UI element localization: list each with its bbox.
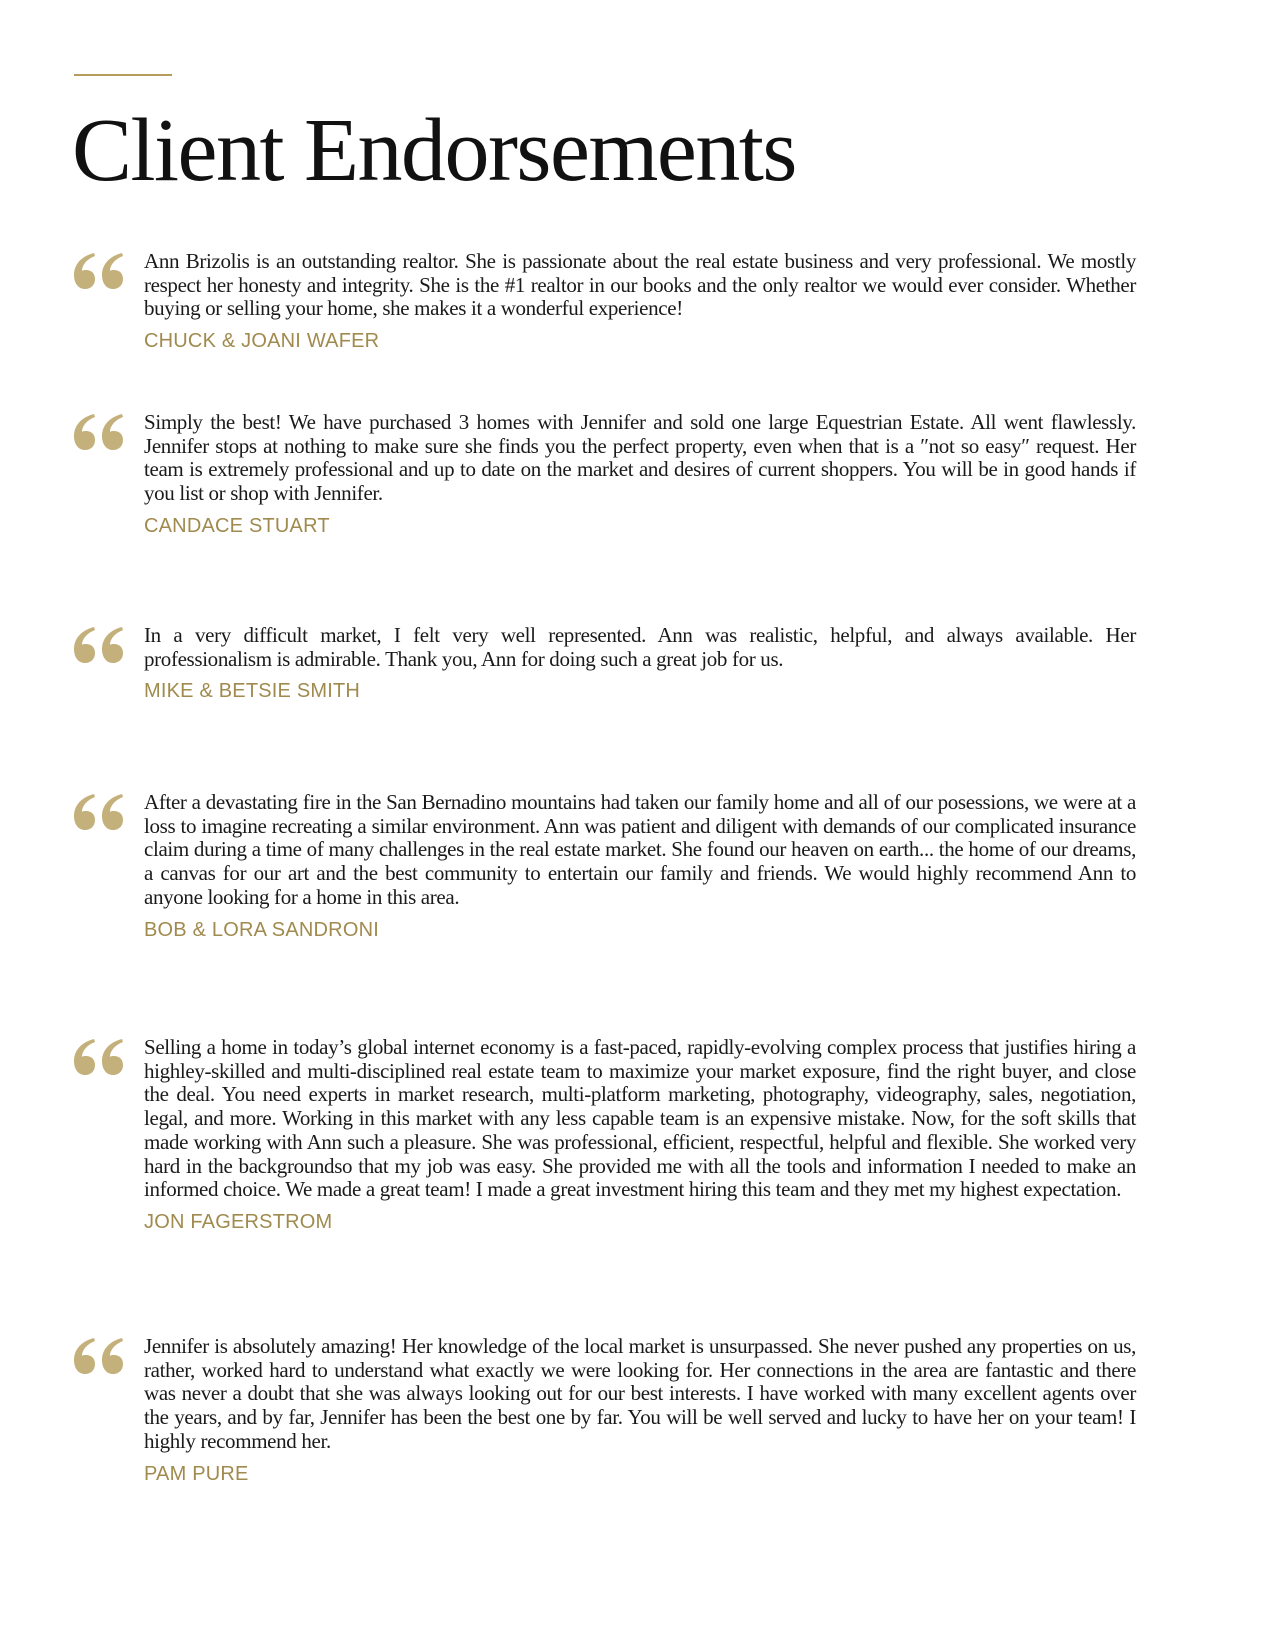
testimonial-text: Jennifer is absolutely amazing! Her knowledge of the local market is unsurpassed. She never pushed any properties on us, rather, worked hard to understand what exactly we were looking for. Her connections in the area are fantastic and there was never a doubt that she was always looking out for our best interests. I have worked with many excellent agents over the years, and by far, Jennifer has been the best one by far. You will be well served and lucky to have her on your team! I highly recommend her. — [144, 1334, 1136, 1453]
testimonial-author: PAM PURE — [144, 1462, 249, 1485]
testimonial-text: After a devastating fire in the San Bernadino mountains had taken our family home and all of our posessions, we were at a loss to imagine recreating a similar environment. Ann was patient and diligent with demands of our complicated insurance claim during a time of many challenges in the real estate market. She found our heaven on earth... the home of our dreams, a canvas for our art and the best community to entertain our family and friends. We would highly recommend Ann to anyone looking for a home in this area. — [144, 790, 1136, 909]
testimonial-text: Simply the best! We have purchased 3 homes with Jennifer and sold one large Equestrian Estate. All went flawlessly. Jennifer stops at nothing to make sure she finds you the perfect property, even when that is a ″not so easy″ request. Her team is extremely professional and up to date on the market and desires of current shoppers. You will be in good hands if you list or shop with Jennifer. — [144, 410, 1136, 506]
testimonial-text: Selling a home in today’s global internet economy is a fast-paced, rapidly-evolving complex process that justifies hiring a highley-skilled and multi-disciplined real estate team to maximize your market exposure, find the right buyer, and close the deal. You need experts in market research, multi-platform marketing, photography, videography, sales, negotiation, legal, and more. Working in this market with any less capable team is an expensive mistake. Now, for the soft skills that made working with Ann such a pleasure. She was professional, efficient, respectful, helpful and flexible. She worked very hard in the backgroundso that my job was easy. She provided me with all the tools and information I needed to make an informed choice. We made a great team! I made a great investment hiring this team and they met my highest expectation. — [144, 1035, 1136, 1202]
quote-icon — [72, 1036, 124, 1082]
testimonial — [72, 624, 1136, 703]
title-accent-rule — [74, 74, 172, 76]
testimonial-author: MIKE & BETSIE SMITH — [144, 680, 361, 703]
quote-icon — [72, 250, 124, 296]
testimonial-author: CANDACE STUART — [144, 514, 330, 537]
testimonial — [72, 1335, 1136, 1486]
page-title: Client Endorsements — [72, 101, 796, 200]
testimonial-author: BOB & LORA SANDRONI — [144, 918, 379, 941]
testimonial-text: Ann Brizolis is an outstanding realtor. She is passionate about the real estate business and very professional. We mostly respect her honesty and integrity. She is the #1 realtor in our books and the only realtor we would ever consider. Whether buying or selling your home, she makes it a wonderful experience! — [144, 249, 1136, 321]
testimonial — [72, 250, 1136, 353]
testimonial-author: JON FAGERSTROM — [144, 1210, 333, 1233]
quote-icon — [72, 1335, 124, 1381]
quote-icon — [72, 624, 124, 670]
testimonial — [72, 411, 1136, 538]
quote-icon — [72, 411, 124, 457]
testimonial-text: In a very difficult market, I felt very well represented. Ann was realistic, helpful, and always available. Her professionalism is admirable. Thank you, Ann for doing such a great job for us. — [144, 623, 1136, 671]
testimonial-author: CHUCK & JOANI WAFER — [144, 330, 380, 353]
testimonial — [72, 791, 1136, 942]
quote-icon — [72, 791, 124, 837]
testimonial — [72, 1036, 1136, 1234]
